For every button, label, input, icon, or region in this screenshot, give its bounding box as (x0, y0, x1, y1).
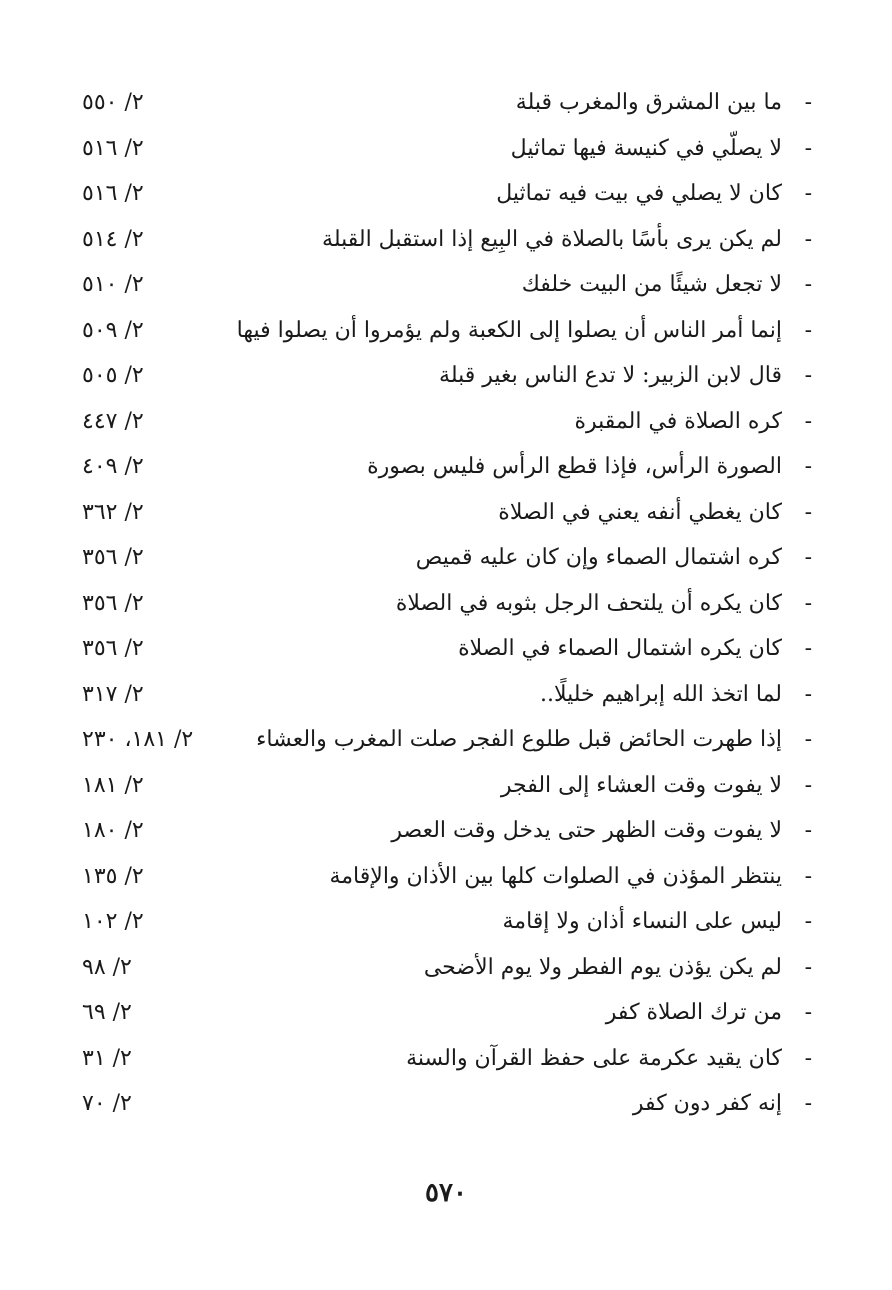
index-entry (82, 444, 812, 490)
entry-dash: - (804, 454, 812, 479)
index-entry (82, 171, 812, 217)
index-entry (82, 490, 812, 536)
entry-reference: ٢/ ٥١٦ (82, 181, 144, 206)
entry-text: ليس على النساء أذان ولا إقامة (502, 909, 782, 934)
index-entry (82, 581, 812, 627)
entry-text: من ترك الصلاة كفر (605, 1000, 782, 1025)
entry-text: كره الصلاة في المقبرة (574, 408, 782, 434)
entry-text: ينتظر المؤذن في الصلوات كلها بين الأذان والإقامة (329, 863, 782, 889)
entry-reference: ٢/ ٥٠٥ (82, 363, 144, 388)
index-entry (82, 899, 812, 945)
entry-reference: ٢/ ٥١٦ (82, 135, 144, 161)
entry-reference: ٢/ ٧٠ (82, 1091, 132, 1116)
index-entry (82, 990, 812, 1036)
entry-reference: ٢/ ٦٩ (82, 1000, 132, 1025)
entry-text: لم يكن يرى بأسًا بالصلاة في البِيع إذا استقبل القبلة (322, 226, 782, 252)
entry-text: لا يفوت وقت الظهر حتى يدخل وقت العصر (391, 818, 782, 843)
entry-text: كره اشتمال الصماء وإن كان عليه قميص (415, 545, 782, 570)
entry-text: كان يكره اشتمال الصماء في الصلاة (458, 636, 782, 661)
entry-dash: - (804, 226, 812, 252)
entry-dash: - (804, 727, 812, 752)
entry-dash: - (804, 499, 812, 525)
entry-text: ما بين المشرق والمغرب قبلة (515, 90, 782, 115)
index-entry (82, 854, 812, 900)
index-entry (82, 945, 812, 991)
entry-dash: - (804, 363, 812, 388)
entry-reference: ٢/ ٣٦٢ (82, 499, 144, 525)
entry-text: لا يفوت وقت العشاء إلى الفجر (500, 772, 782, 798)
entry-reference: ٢/ ٥١٤ (82, 226, 144, 252)
index-entry (82, 672, 812, 718)
entry-dash: - (804, 317, 812, 343)
entry-reference: ٢/ ١٨١، ٢٣٠ (82, 727, 194, 752)
index-entry (82, 308, 812, 354)
entry-dash: - (804, 909, 812, 934)
index-entry (82, 626, 812, 672)
entry-dash: - (804, 636, 812, 661)
entry-dash: - (804, 863, 812, 889)
index-entry (82, 717, 812, 763)
entry-reference: ٢/ ١٠٢ (82, 909, 144, 934)
entry-text: قال لابن الزبير: لا تدع الناس بغير قبلة (439, 363, 782, 388)
entry-text: الصورة الرأس، فإذا قطع الرأس فليس بصورة (367, 454, 782, 479)
entry-dash: - (804, 272, 812, 297)
entry-reference: ٢/ ٣٥٦ (82, 545, 144, 570)
index-entry (82, 80, 812, 126)
entry-dash: - (804, 590, 812, 616)
entry-dash: - (804, 772, 812, 798)
entry-text: لم يكن يؤذن يوم الفطر ولا يوم الأضحى (423, 954, 782, 980)
entry-text: كان يكره أن يلتحف الرجل بثوبه في الصلاة (395, 590, 782, 616)
index-entry (82, 535, 812, 581)
entry-reference: ٢/ ٣٥٦ (82, 590, 144, 616)
page-number: ٥٧٠ (425, 1178, 467, 1208)
entry-reference: ٢/ ١٣٥ (82, 863, 144, 889)
entry-text: كان لا يصلي في بيت فيه تماثيل (496, 181, 782, 206)
entry-text: إذا طهرت الحائض قبل طلوع الفجر صلت المغرب والعشاء (256, 727, 782, 752)
entry-reference: ٢/ ٣٥٦ (82, 636, 144, 661)
entry-dash: - (804, 1045, 812, 1071)
entry-text: إنما أمر الناس أن يصلوا إلى الكعبة ولم يؤمروا أن يصلوا فيها (236, 317, 782, 343)
index-entry (82, 763, 812, 809)
index-entry (82, 1081, 812, 1127)
index-entry (82, 353, 812, 399)
entry-dash: - (804, 90, 812, 115)
entry-reference: ٢/ ١٨٠ (82, 818, 144, 843)
index-entry (82, 126, 812, 172)
entry-dash: - (804, 1091, 812, 1116)
entry-reference: ٢/ ٤٠٩ (82, 454, 144, 479)
entry-reference: ٢/ ٤٤٧ (82, 408, 144, 434)
entry-dash: - (804, 818, 812, 843)
entry-text: كان يغطي أنفه يعني في الصلاة (498, 499, 782, 525)
index-entry (82, 262, 812, 308)
entry-reference: ٢/ ٩٨ (82, 954, 132, 980)
entry-reference: ٢/ ٥١٠ (82, 272, 144, 297)
entry-dash: - (804, 954, 812, 980)
entry-dash: - (804, 408, 812, 434)
entry-dash: - (804, 545, 812, 570)
entry-dash: - (804, 181, 812, 206)
entry-reference: ٢/ ٣١٧ (82, 681, 144, 707)
entry-text: كان يقيد عكرمة على حفظ القرآن والسنة (406, 1045, 782, 1071)
index-entry (82, 217, 812, 263)
index-entry (82, 1036, 812, 1082)
entry-text: إنه كفر دون كفر (632, 1091, 782, 1116)
entry-text: لما اتخذ الله إبراهيم خليلًا.. (540, 681, 782, 707)
index-entry (82, 399, 812, 445)
index-entry (82, 808, 812, 854)
entry-reference: ٢/ ٥٠٩ (82, 317, 144, 343)
index-list (82, 80, 812, 1127)
entry-dash: - (804, 681, 812, 707)
entry-reference: ٢/ ٣١ (82, 1045, 132, 1071)
entry-dash: - (804, 135, 812, 161)
entry-text: لا يصلّي في كنيسة فيها تماثيل (510, 135, 782, 161)
entry-text: لا تجعل شيئًا من البيت خلفك (521, 272, 782, 297)
entry-dash: - (804, 1000, 812, 1025)
entry-reference: ٢/ ١٨١ (82, 772, 144, 798)
entry-reference: ٢/ ٥٥٠ (82, 90, 144, 115)
